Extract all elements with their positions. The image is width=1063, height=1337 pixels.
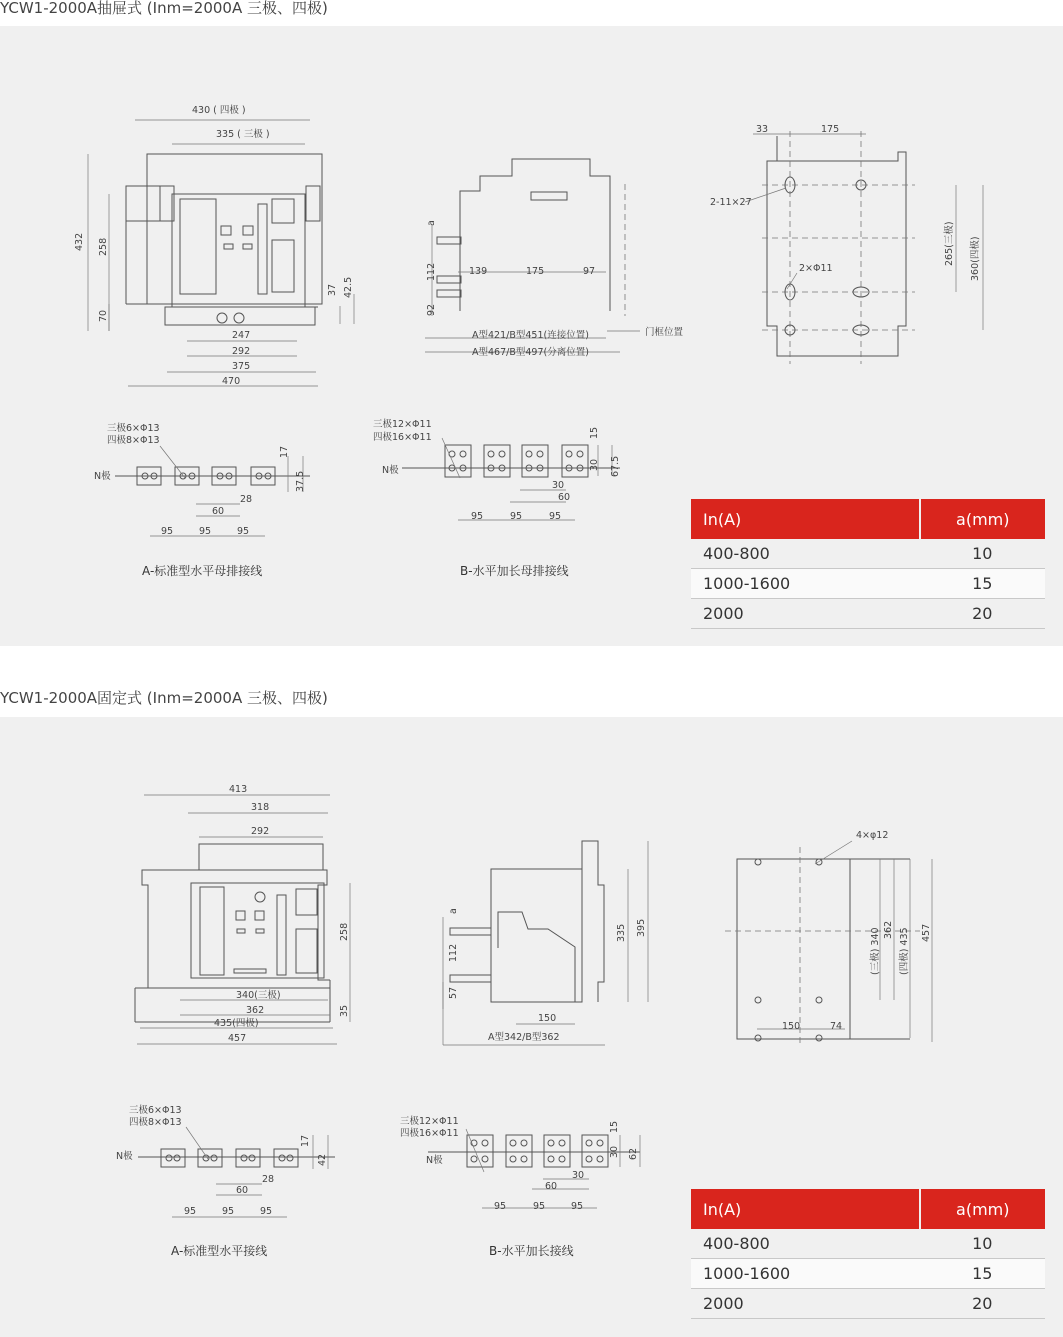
table-header: In(A) xyxy=(691,1189,920,1229)
table-header-row xyxy=(691,1189,1045,1229)
dim-label: 375 xyxy=(232,361,251,372)
dim-label: 三极12×Φ11 xyxy=(373,419,432,430)
table-cell: 2000 xyxy=(691,1289,920,1319)
dim-label: 258 xyxy=(98,237,109,256)
dim-label: 15 xyxy=(609,1120,620,1133)
dim-label: 30 xyxy=(589,458,600,471)
dim-label: 335 xyxy=(616,923,627,942)
dim-label: 318 xyxy=(251,802,270,813)
fixed-front-view xyxy=(135,795,350,1044)
dim-label: 92 xyxy=(426,303,437,316)
drawout-front-view xyxy=(88,120,354,386)
dim-label: 362 xyxy=(246,1005,265,1016)
dim-label: N极 xyxy=(382,465,399,476)
table-row xyxy=(691,569,1045,599)
dim-label: 四极8×Φ13 xyxy=(107,435,160,446)
dim-label: 30 xyxy=(609,1145,620,1158)
dim-label: 395 xyxy=(636,918,647,937)
dim-label: N极 xyxy=(94,471,111,482)
dim-label: 413 xyxy=(229,784,248,795)
table-row xyxy=(691,1229,1045,1259)
dim-label: 362 xyxy=(883,920,894,939)
dim-label: A型467/B型497(分离位置) xyxy=(472,347,589,358)
table-cell: 2000 xyxy=(691,599,920,629)
dim-label: 435(四极) xyxy=(214,1018,259,1029)
drawout-bus-a-labels xyxy=(94,422,306,537)
table-header: a(mm) xyxy=(920,1189,1045,1229)
dim-label: 70 xyxy=(98,309,109,322)
dim-label: A型342/B型362 xyxy=(488,1032,560,1043)
dim-label: 95 xyxy=(471,511,484,522)
dim-label: 292 xyxy=(232,346,251,357)
dim-label: 457 xyxy=(921,923,932,942)
dim-label: 95 xyxy=(222,1206,235,1217)
table-cell: 1000-1600 xyxy=(691,1259,920,1289)
drawout-panel xyxy=(0,26,1063,646)
drawout-side-dims xyxy=(426,220,684,358)
table-row xyxy=(691,539,1045,569)
drawout-bus-a xyxy=(115,446,310,536)
drawout-mount-dims xyxy=(710,124,981,281)
dim-label: 33 xyxy=(756,124,769,135)
dim-label: N极 xyxy=(116,1151,133,1162)
dim-label: 112 xyxy=(448,943,459,962)
dim-label: 2×Φ11 xyxy=(799,263,833,274)
dim-label: 三极6×Φ13 xyxy=(107,423,160,434)
dim-label: 37.5 xyxy=(295,470,306,492)
dim-label: 247 xyxy=(232,330,251,341)
dim-label: 335 ( 三极 ) xyxy=(216,129,270,140)
dim-label: 30 xyxy=(552,480,565,491)
dim-label: 17 xyxy=(300,1134,311,1147)
fixed-bus-b-labels xyxy=(400,1115,639,1212)
dim-label: 28 xyxy=(262,1174,275,1185)
dim-label: 三极6×Φ13 xyxy=(129,1105,182,1116)
dim-label: 60 xyxy=(558,492,571,503)
dim-label: a xyxy=(448,908,459,914)
current-table-drawout xyxy=(691,499,1045,629)
dim-label: A型421/B型451(连接位置) xyxy=(472,330,589,341)
current-table-fixed xyxy=(691,1189,1045,1319)
dim-label: 470 xyxy=(222,376,241,387)
table-header: a(mm) xyxy=(920,499,1045,539)
dim-label: 四极16×Φ11 xyxy=(373,432,432,443)
dim-label: 35 xyxy=(339,1004,350,1017)
section-title-fixed: YCW1-2000A固定式 (Inm=2000A 三极、四极) xyxy=(0,689,328,707)
dim-label: 95 xyxy=(260,1206,273,1217)
dim-label: 2-11×27 xyxy=(710,197,752,208)
dim-label: 17 xyxy=(279,445,290,458)
dim-label: 430 ( 四极 ) xyxy=(192,105,246,116)
dim-label: 139 xyxy=(469,266,488,277)
dim-label: 四极8×Φ13 xyxy=(129,1117,182,1128)
dim-label: 三极12×Φ11 xyxy=(400,1116,459,1127)
dim-label: 37 xyxy=(327,283,338,296)
dim-label: 95 xyxy=(510,511,523,522)
dim-label: 95 xyxy=(237,526,250,537)
table-cell: 1000-1600 xyxy=(691,569,920,599)
table-cell: 20 xyxy=(920,1289,1045,1319)
bus-b-caption: B-水平加长母排接线 xyxy=(460,564,569,578)
table-row xyxy=(691,1289,1045,1319)
table-cell: 20 xyxy=(920,599,1045,629)
dim-label: 432 xyxy=(74,232,85,251)
dim-label: (四极) 435 xyxy=(899,927,910,975)
dim-label: 74 xyxy=(830,1021,843,1032)
dim-label: 265(三极) xyxy=(944,221,955,266)
table-cell: 15 xyxy=(920,1259,1045,1289)
bus-a-caption: A-标准型水平接线 xyxy=(171,1244,268,1258)
table-cell: 10 xyxy=(920,1229,1045,1259)
dim-label: 360(四极) xyxy=(970,236,981,281)
drawout-bus-b-labels xyxy=(373,418,621,522)
dim-label: 42.5 xyxy=(343,276,354,298)
dim-label: 112 xyxy=(426,262,437,281)
bus-b-caption: B-水平加长接线 xyxy=(489,1244,574,1258)
dim-label: N极 xyxy=(426,1155,443,1166)
fixed-panel xyxy=(0,717,1063,1337)
dim-label: 95 xyxy=(199,526,212,537)
table-header: In(A) xyxy=(691,499,920,539)
dim-label: 292 xyxy=(251,826,270,837)
drawout-side-view xyxy=(425,159,640,352)
dim-label: 457 xyxy=(228,1033,247,1044)
dim-label: 95 xyxy=(494,1201,507,1212)
dim-label: 15 xyxy=(589,426,600,439)
dim-label: 门框位置 xyxy=(645,327,684,338)
dim-label: 150 xyxy=(782,1021,801,1032)
table-cell: 15 xyxy=(920,569,1045,599)
dim-label: 60 xyxy=(545,1181,558,1192)
dim-label: 175 xyxy=(821,124,840,135)
dim-label: 95 xyxy=(533,1201,546,1212)
dim-label: 340(三极) xyxy=(236,990,281,1001)
dim-label: 4×φ12 xyxy=(856,830,889,841)
drawout-front-dims xyxy=(74,104,354,387)
dim-label: 42 xyxy=(317,1153,328,1166)
dim-label: 175 xyxy=(526,266,545,277)
bus-a-caption: A-标准型水平母排接线 xyxy=(142,564,263,578)
section-title-drawout: YCW1-2000A抽屉式 (Inm=2000A 三极、四极) xyxy=(0,0,328,17)
dim-label: 97 xyxy=(583,266,596,277)
table-cell: 10 xyxy=(920,539,1045,569)
dim-label: 95 xyxy=(161,526,174,537)
dim-label: 四极16×Φ11 xyxy=(400,1128,459,1139)
dim-label: 95 xyxy=(184,1206,197,1217)
dim-label: 60 xyxy=(212,506,225,517)
dim-label: 60 xyxy=(236,1185,249,1196)
table-cell: 400-800 xyxy=(691,539,920,569)
dim-label: a xyxy=(426,220,437,226)
dim-label: 95 xyxy=(549,511,562,522)
dim-label: 28 xyxy=(240,494,253,505)
table-cell: 400-800 xyxy=(691,1229,920,1259)
dim-label: 150 xyxy=(538,1013,557,1024)
drawout-bus-b xyxy=(402,438,620,520)
dim-label: 67.5 xyxy=(610,455,621,477)
dim-label: 62 xyxy=(628,1147,639,1160)
fixed-bus-b xyxy=(428,1129,640,1208)
table-header-row xyxy=(691,499,1045,539)
dim-label: 95 xyxy=(571,1201,584,1212)
dim-label: 258 xyxy=(339,922,350,941)
dim-label: 30 xyxy=(572,1170,585,1181)
table-row xyxy=(691,599,1045,629)
table-row xyxy=(691,1259,1045,1289)
dim-label: (三极) 340 xyxy=(870,927,881,975)
dim-label: 57 xyxy=(448,986,459,999)
